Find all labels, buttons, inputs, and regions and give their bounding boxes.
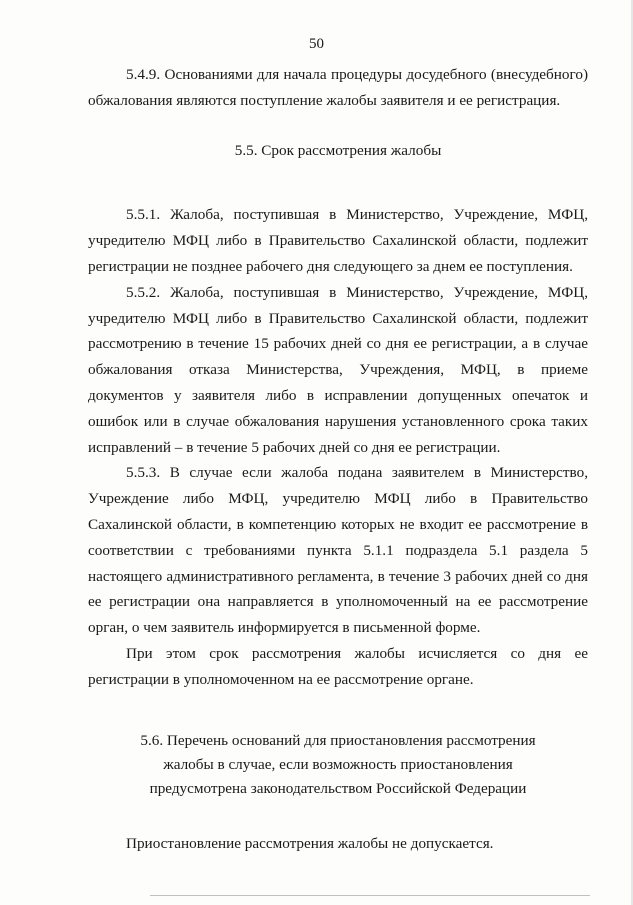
paragraph-5-5-1: 5.5.1. Жалоба, поступившая в Министерство, Учреждение, МФЦ, учредителю МФЦ либо в Правительство Сахалинской области, подлежит регистрации не позднее рабочего дня следующего за днем ее поступления. [88,206,588,275]
section-heading-5-6-line-1: 5.6. Перечень оснований для приостановления рассмотрения [140,731,536,749]
section-heading-5-6-line-3: предусмотрена законодательством Российской Федерации [149,779,527,797]
paragraph-5-6: Приостановление рассмотрения жалобы не допускается. [126,834,494,852]
paragraph-5-5-2: 5.5.2. Жалоба, поступившая в Министерство, Учреждение, МФЦ, учредителю МФЦ либо в Правительство Сахалинской области, подлежит рассмотрению в течение 15 рабочих дней со дня ее регистрации, а в случае обжалования отказа Министерства, Учреждения, МФЦ, в приеме документов у заявителя либо в исправлении допущенных опечаток и ошибок или в случае обжалования нарушения установленного срока таких исправлений – в течение 5 рабочих дней со дня ее регистрации. [88,283,588,456]
paragraph-5-4-9: 5.4.9. Основаниями для начала процедуры досудебного (внесудебного) обжалования являются поступление жалобы заявителя и ее регистрация. [88,66,588,109]
paragraph-5-5-3-continued: При этом срок рассмотрения жалобы исчисляется со дня ее регистрации в уполномоченном на ее рассмотрение органе. [88,644,588,688]
paragraph-5-5-3: 5.5.3. В случае если жалоба подана заявителем в Министерство, Учреждение либо МФЦ, учредителю МФЦ либо в Правительство Сахалинской области, в компетенцию которых не входит ее рассмотрение в соответствии с требованиями пункта 5.1.1 подраздела 5.1 раздела 5 настоящего административного регламента, в течение 3 рабочих дней со дня ее регистрации она направляется в уполномоченный на ее рассмотрение орган, о чем заявитель информируется в письменной форме. [88,464,588,637]
section-heading-5-5: 5.5. Срок рассмотрения жалобы [234,141,442,159]
page-number: 50 [309,36,324,52]
scan-edge-line [150,895,590,896]
document-body [88,62,588,856]
section-heading-5-6-line-2: жалобы в случае, если возможность приостановления [163,755,513,773]
section-heading-5-6 [88,729,588,801]
